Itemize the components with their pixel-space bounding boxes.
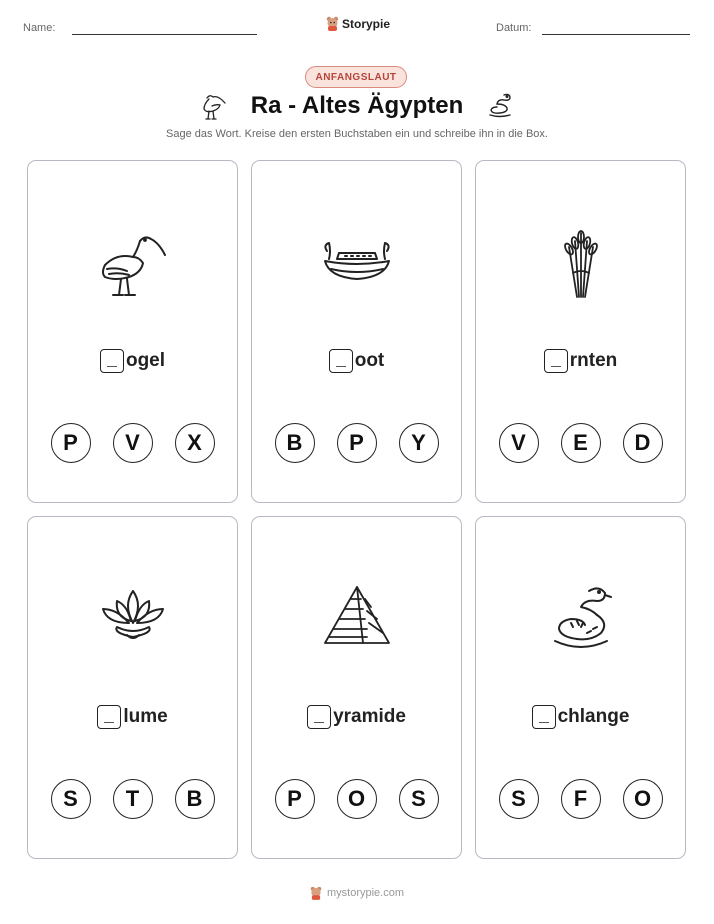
name-label: Name: — [23, 22, 56, 34]
letter-choice[interactable]: B — [275, 423, 315, 463]
answer-box[interactable] — [544, 349, 568, 373]
card-schlange — [475, 516, 686, 859]
letter-choices — [476, 779, 685, 819]
footer-url[interactable]: mystorypie.com — [326, 887, 405, 899]
word-row — [28, 705, 237, 729]
letter-choice[interactable]: B — [175, 779, 215, 819]
card-pyramide — [251, 516, 462, 859]
word-ending: lume — [123, 706, 168, 727]
letter-choice[interactable]: P — [275, 779, 315, 819]
letter-choices — [28, 779, 237, 819]
worksheet-title: Ra - Altes Ägypten — [250, 92, 464, 119]
letter-choice[interactable]: E — [561, 423, 601, 463]
letter-choice[interactable]: Y — [399, 423, 439, 463]
answer-box[interactable] — [329, 349, 353, 373]
instructions-text: Sage das Wort. Kreise den ersten Buchstaben ein und schreibe ihn in die Box. — [166, 128, 548, 140]
letter-choices — [252, 423, 461, 463]
letter-choice[interactable]: F — [561, 779, 601, 819]
brand-name: Storypie — [342, 16, 391, 31]
date-field-line[interactable] — [542, 34, 690, 35]
boat-icon — [317, 221, 397, 301]
letter-choice[interactable]: P — [51, 423, 91, 463]
word-row — [252, 349, 461, 373]
worksheet-header — [0, 14, 714, 44]
word-ending: ogel — [125, 350, 166, 371]
card-grid — [27, 160, 688, 860]
letter-choice[interactable]: O — [337, 779, 377, 819]
lotus-flower-icon — [93, 577, 173, 657]
letter-choice[interactable]: X — [175, 423, 215, 463]
word-ending: oot — [354, 350, 385, 371]
footer — [0, 886, 714, 900]
letter-choice[interactable]: O — [623, 779, 663, 819]
name-field-line[interactable] — [72, 34, 257, 35]
ibis-bird-icon — [93, 221, 173, 301]
storypie-logo — [326, 16, 390, 31]
letter-choice[interactable]: S — [51, 779, 91, 819]
letter-choice[interactable]: P — [337, 423, 377, 463]
word-ending: yramide — [333, 706, 406, 727]
letter-choices — [252, 779, 461, 819]
word-row — [28, 349, 237, 373]
bear-mascot-icon — [326, 16, 339, 31]
snake-title-icon — [485, 90, 515, 120]
word-row — [252, 705, 461, 729]
date-label: Datum: — [496, 22, 532, 34]
letter-choice[interactable]: D — [623, 423, 663, 463]
card-blume — [27, 516, 238, 859]
word-row — [476, 705, 685, 729]
letter-choice[interactable]: V — [499, 423, 539, 463]
snake-icon — [541, 577, 621, 657]
letter-choices — [28, 423, 237, 463]
letter-choice[interactable]: S — [399, 779, 439, 819]
letter-choice[interactable]: T — [113, 779, 153, 819]
answer-box[interactable] — [100, 349, 124, 373]
letter-choice[interactable]: S — [499, 779, 539, 819]
card-vogel — [27, 160, 238, 503]
answer-box[interactable] — [532, 705, 556, 729]
letter-choice[interactable]: V — [113, 423, 153, 463]
word-ending: rnten — [569, 350, 618, 371]
word-ending: chlange — [557, 706, 630, 727]
pyramid-icon — [317, 577, 397, 657]
wheat-icon — [541, 221, 621, 301]
answer-box[interactable] — [97, 705, 121, 729]
letter-choices — [476, 423, 685, 463]
category-badge: ANFANGSLAUT — [305, 66, 407, 88]
word-row — [476, 349, 685, 373]
card-boot — [251, 160, 462, 503]
bear-mascot-icon — [310, 886, 322, 900]
card-ernten — [475, 160, 686, 503]
answer-box[interactable] — [307, 705, 331, 729]
